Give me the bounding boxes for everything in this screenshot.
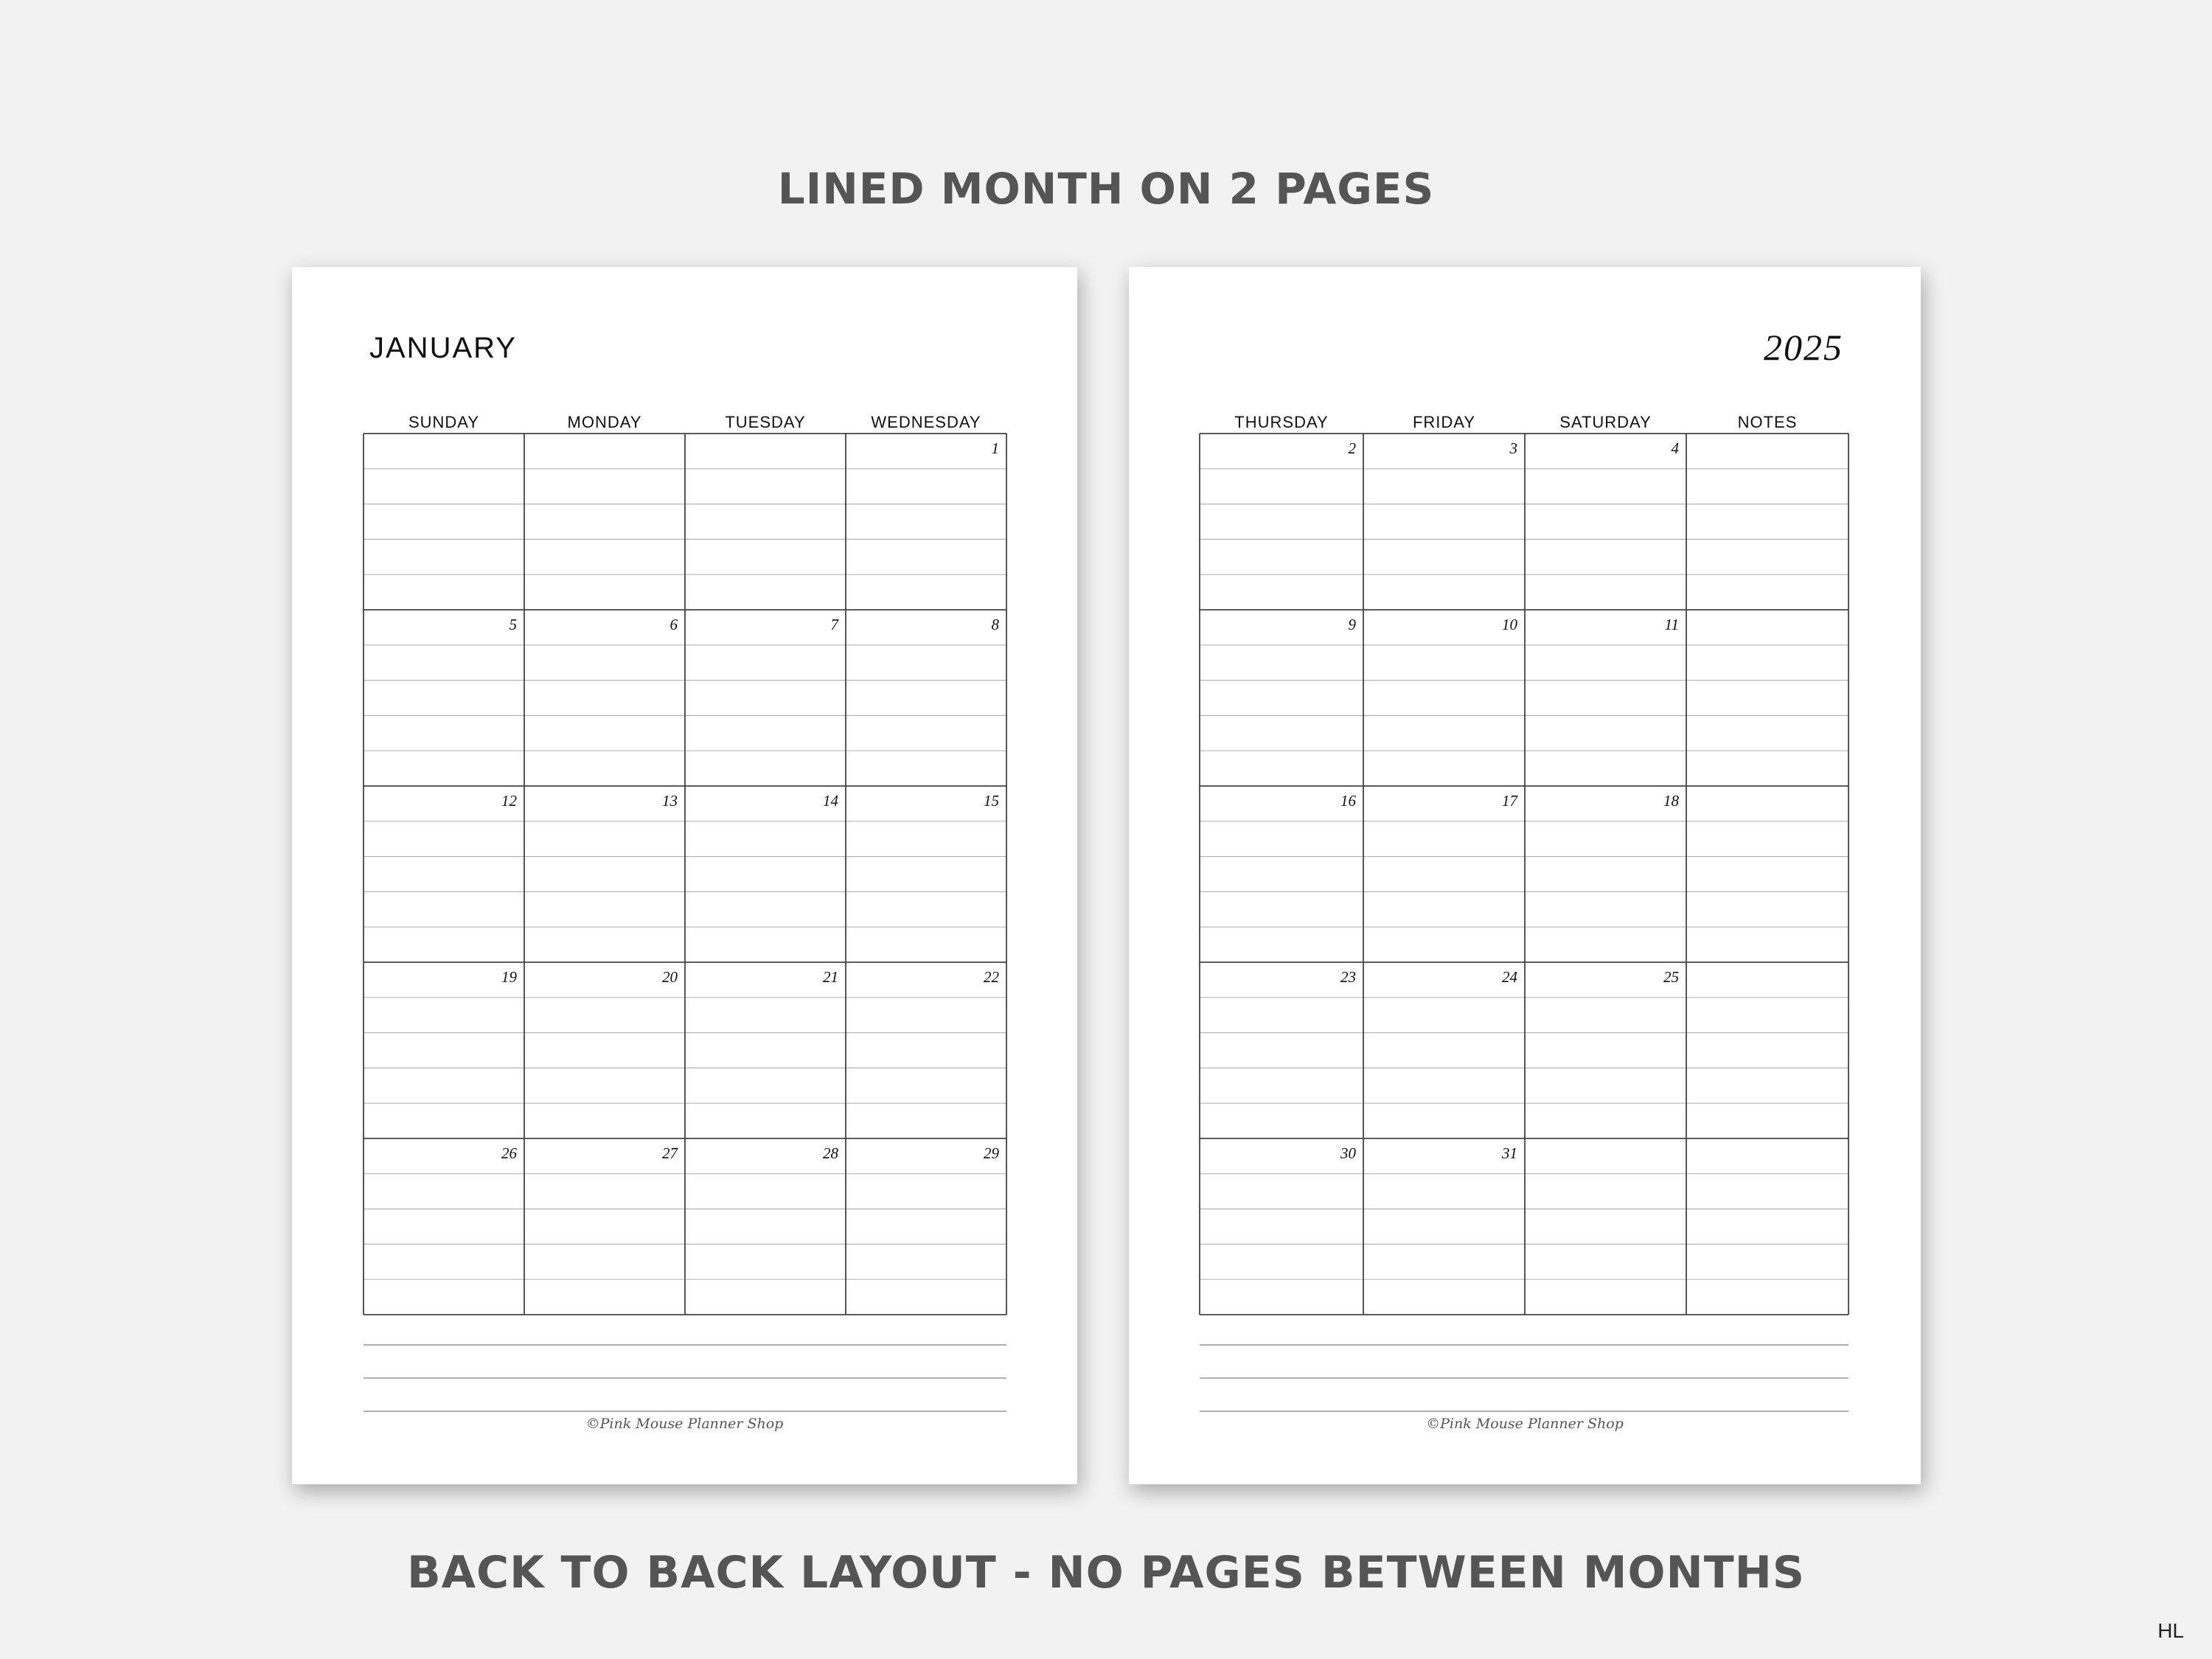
day-number: 21 (823, 968, 838, 986)
planner-page-right (1129, 267, 1921, 1484)
day-number: 9 (1348, 616, 1356, 633)
day-number: 20 (662, 968, 678, 986)
day-number: 26 (501, 1144, 517, 1162)
column-header-wednesday: WEDNESDAY (871, 413, 981, 431)
day-number: 25 (1663, 968, 1679, 986)
calendar-grid (1198, 432, 1850, 1316)
day-number: 8 (991, 616, 999, 633)
page-headline: LINED MONTH ON 2 PAGES (777, 164, 1435, 214)
column-header-friday: FRIDAY (1412, 413, 1476, 431)
day-number: 11 (1664, 616, 1679, 633)
month-title: JANUARY (369, 332, 517, 364)
day-number: 7 (830, 616, 838, 633)
corner-mark: HL (2157, 1619, 2184, 1642)
day-number: 29 (984, 1144, 999, 1162)
day-number: 28 (823, 1144, 838, 1162)
column-header-thursday: THURSDAY (1234, 413, 1329, 431)
year-title: 2025 (1764, 327, 1843, 368)
shop-signature: ©Pink Mouse Planner Shop (585, 1416, 784, 1432)
day-number: 15 (984, 792, 999, 810)
column-header-monday: MONDAY (567, 413, 642, 431)
planner-page-left (292, 267, 1077, 1484)
day-number: 3 (1509, 439, 1517, 457)
column-header-saturday: SATURDAY (1559, 413, 1652, 431)
day-number: 10 (1502, 616, 1517, 633)
column-header-notes: NOTES (1737, 413, 1798, 431)
day-number: 2 (1348, 439, 1356, 457)
day-number: 19 (501, 968, 517, 986)
day-number: 4 (1671, 439, 1679, 457)
day-number: 13 (662, 792, 678, 810)
day-number: 18 (1663, 792, 1679, 810)
day-number: 22 (984, 968, 999, 986)
calendar-grid (362, 432, 1008, 1316)
shop-signature: ©Pink Mouse Planner Shop (1426, 1416, 1624, 1432)
column-header-sunday: SUNDAY (408, 413, 480, 431)
day-number: 24 (1502, 968, 1517, 986)
day-number: 17 (1502, 792, 1517, 810)
day-number: 6 (669, 616, 678, 633)
day-number: 16 (1340, 792, 1356, 810)
page-subheadline: BACK TO BACK LAYOUT - NO PAGES BETWEEN MONTHS (406, 1547, 1806, 1599)
day-number: 30 (1340, 1144, 1356, 1162)
day-number: 14 (823, 792, 838, 810)
day-number: 12 (501, 792, 517, 810)
day-number: 1 (991, 439, 999, 457)
day-number: 5 (509, 616, 517, 633)
column-header-tuesday: TUESDAY (725, 413, 806, 431)
day-number: 31 (1502, 1144, 1517, 1162)
day-number: 27 (662, 1144, 678, 1162)
day-number: 23 (1340, 968, 1356, 986)
